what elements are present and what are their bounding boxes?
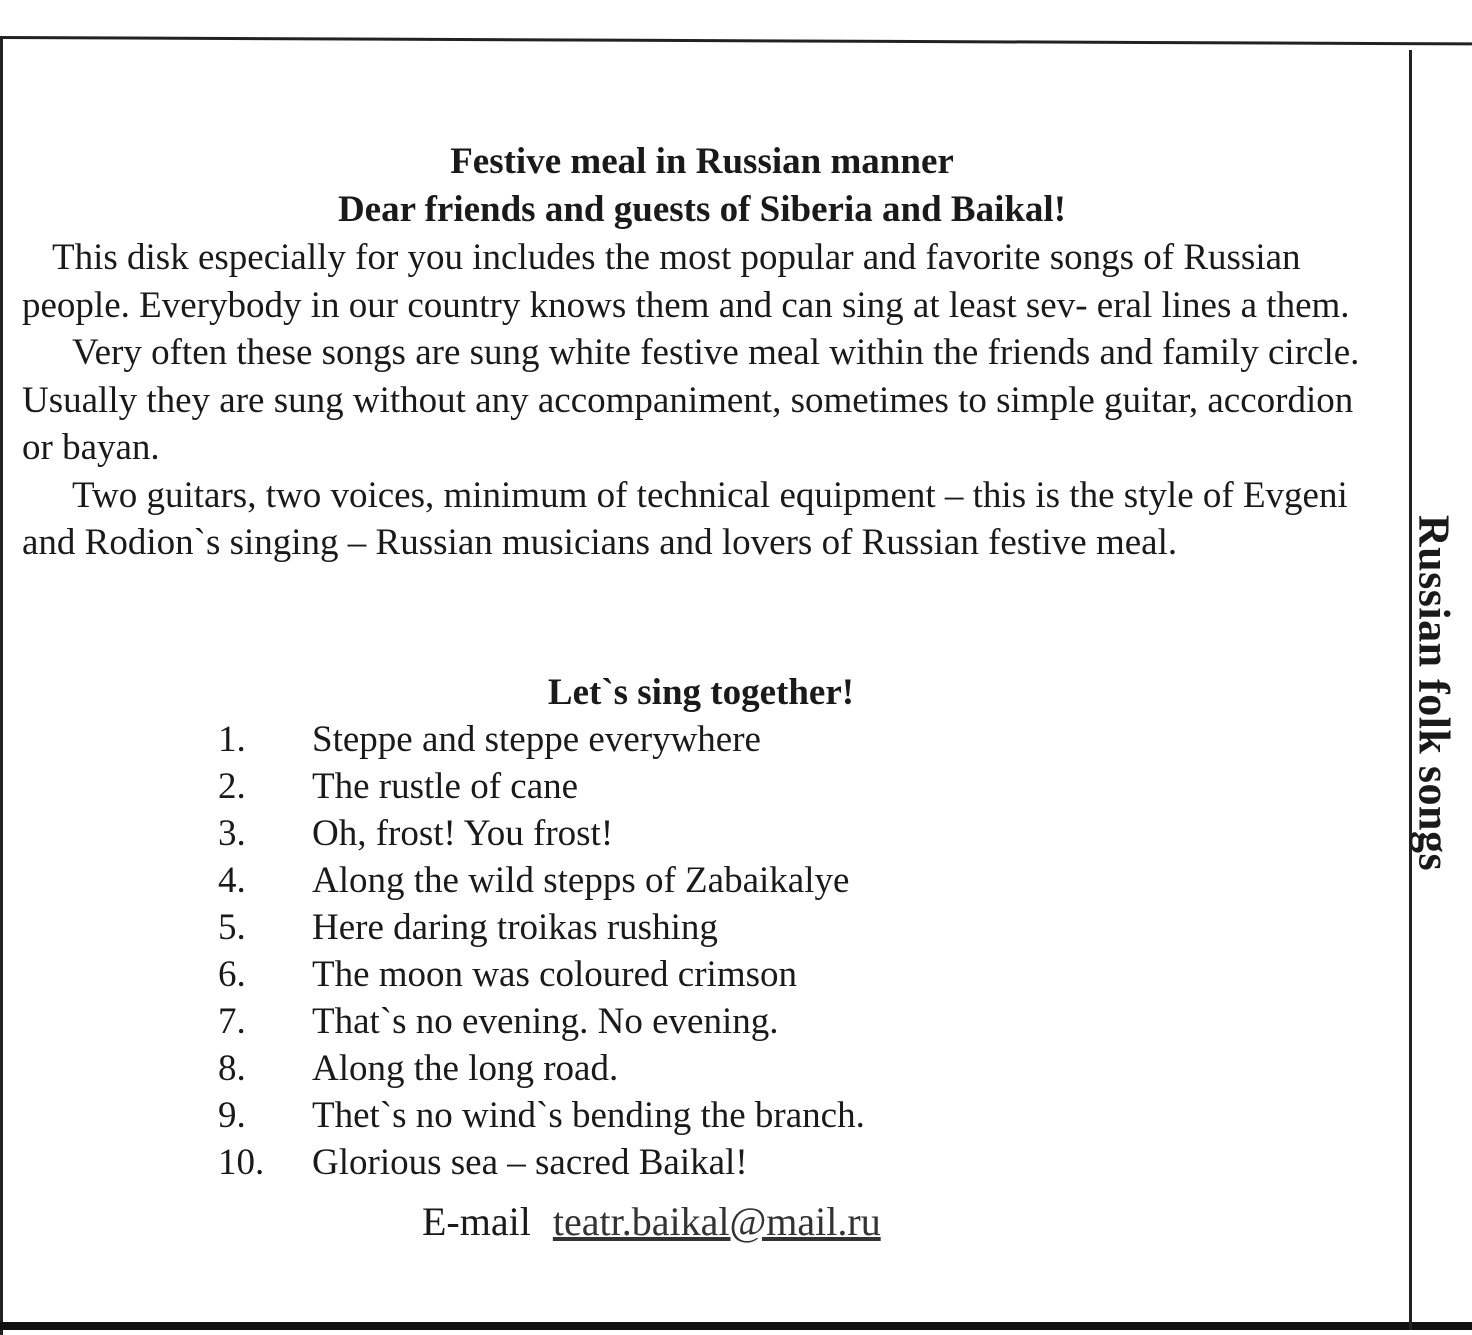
song-title: Along the long road. [312, 1048, 619, 1089]
paragraph-intro: This disk especially for you includes the most popular and favorite songs of Russian people. Everybody in our country knows them and can sing at least sev- eral lines a them. [22, 237, 1350, 326]
main-text [22, 138, 1392, 567]
email-link[interactable]: teatr.baikal@mail.ru [552, 1199, 881, 1244]
song-title: Oh, frost! You frost! [312, 813, 614, 854]
frame-top-border [0, 36, 1472, 45]
frame-bottom-border [0, 1322, 1472, 1330]
email-label: E-mail [422, 1199, 531, 1244]
email-line [422, 1196, 881, 1248]
song-number: 6. [218, 954, 246, 995]
song-number: 8. [218, 1048, 246, 1089]
song-number: 1. [218, 719, 246, 760]
song-title: Steppe and steppe everywhere [312, 719, 761, 760]
paragraph-style: Two guitars, two voices, minimum of technical equipment – this is the style of Evgeni and Rodion`s singing – Russian musicians and lovers of Russian festive meal. [22, 474, 1348, 563]
song-title: Along the wild stepps of Zabaikalye [312, 860, 850, 901]
song-title: That`s no evening. No evening. [312, 1001, 779, 1042]
song-number: 4. [218, 860, 246, 901]
song-number: 9. [218, 1095, 246, 1136]
song-title: The rustle of cane [312, 766, 579, 807]
song-title: Thet`s no wind`s bending the branch. [312, 1095, 865, 1136]
heading-greeting: Dear friends and guests of Siberia and Baikal! [337, 189, 1067, 230]
spine-title: Russian folk songs [1409, 514, 1459, 872]
song-number: 5. [218, 907, 246, 948]
songs-heading: Let`s sing together! [547, 672, 855, 713]
song-title: The moon was coloured crimson [312, 954, 797, 995]
song-number: 7. [218, 1001, 246, 1042]
song-title: Here daring troikas rushing [312, 907, 718, 948]
heading-title: Festive meal in Russian manner [450, 141, 954, 182]
song-number: 3. [218, 813, 246, 854]
song-title: Glorious sea – sacred Baikal! [312, 1142, 748, 1183]
paragraph-festive: Very often these songs are sung white festive meal within the friends and family circle. Usually they are sung without any accompaniment, sometimes to simple guitar, accordion or bayan. [22, 332, 1360, 468]
song-number: 10. [218, 1142, 265, 1183]
song-number: 2. [218, 766, 246, 807]
